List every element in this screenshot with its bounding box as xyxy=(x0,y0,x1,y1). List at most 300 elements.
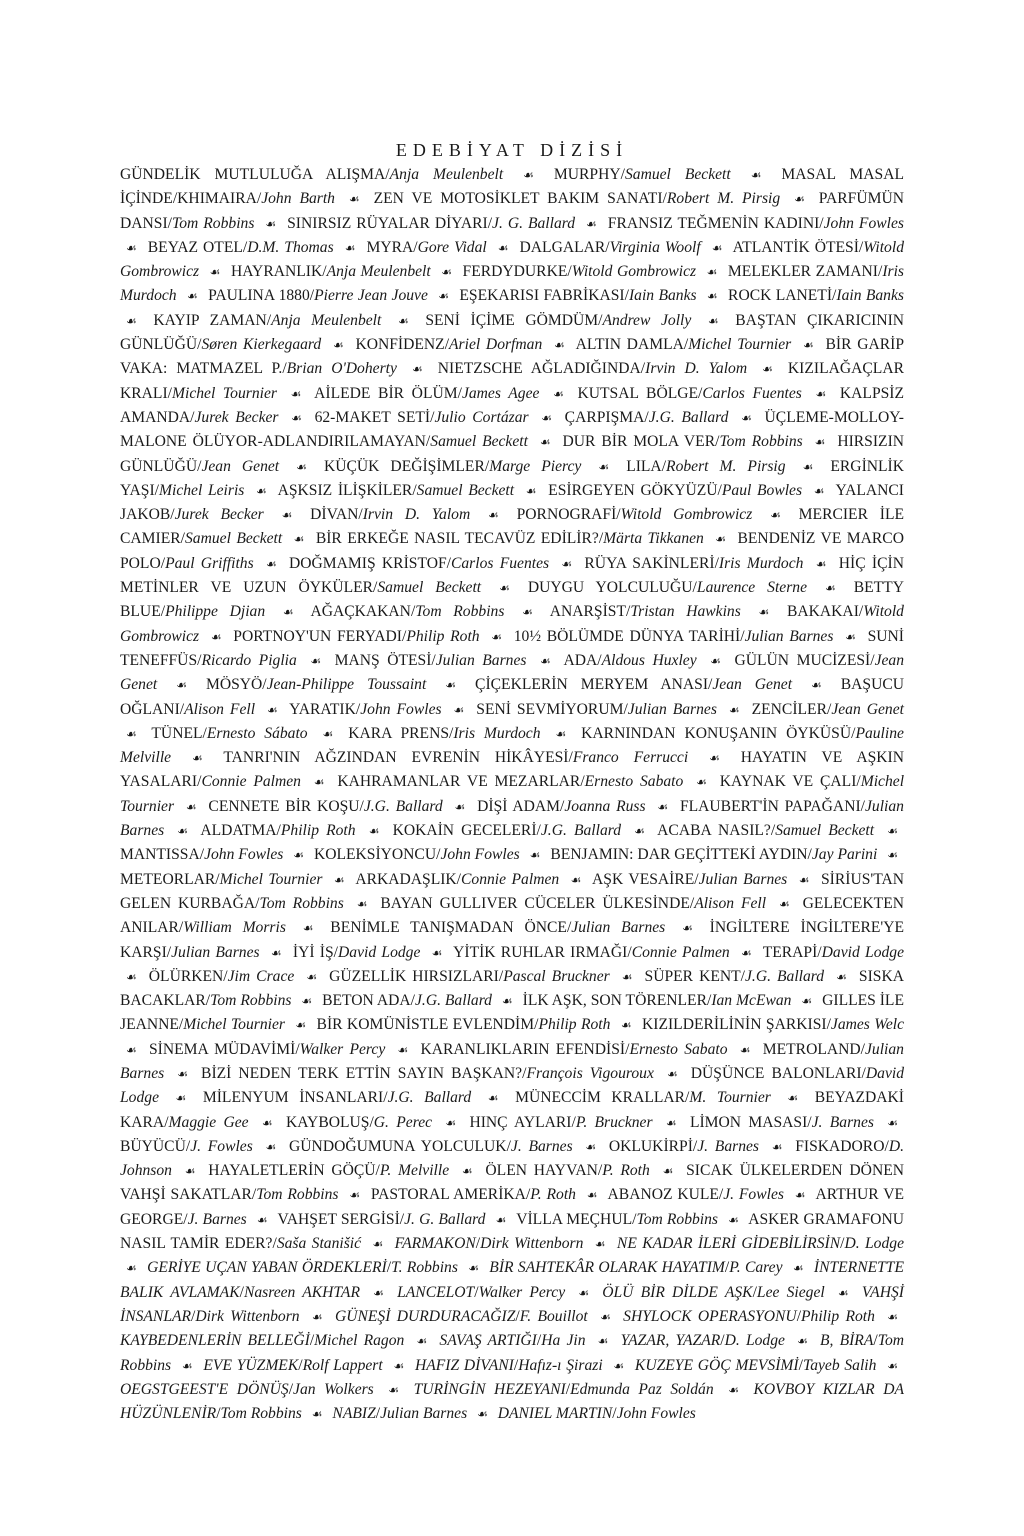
book-author: J. G. Ballard xyxy=(404,1210,486,1228)
book-entry: ÇİÇEKLERİN MERYEM ANASI/Jean Genet xyxy=(475,676,793,694)
book-title: KUTSAL BÖLGE xyxy=(577,384,699,402)
book-title: OEGSTGEEST'E DÖNÜŞ xyxy=(120,1380,289,1398)
book-title: KOLEKSİYONCU xyxy=(313,846,437,864)
book-author: Ernesto Sábato xyxy=(206,724,308,742)
book-title: KALPSİZ AMANDA xyxy=(120,384,905,426)
book-author: Dirk Wittenborn xyxy=(195,1307,300,1325)
book-title: BAŞTAN ÇIKARICININ GÜNLÜĞÜ xyxy=(120,311,905,354)
book-entry: ÜÇLEME-MOLLOY-MALONE ÖLÜYOR-ADLANDIRILAMAYAN/Samuel Beckett xyxy=(120,408,904,451)
separator-fleuron-icon: ☙ xyxy=(710,653,721,668)
separator-fleuron-icon: ☙ xyxy=(887,1358,898,1373)
book-entry: KOVBOY KIZLAR DA HÜZÜNLENİR/Tom Robbins xyxy=(120,1380,905,1423)
book-author: Philip Roth xyxy=(406,627,480,645)
separator-fleuron-icon: ☙ xyxy=(553,338,565,353)
book-title: SÜPER KENT xyxy=(644,967,741,985)
book-entry: TÜNEL/Ernesto Sábato xyxy=(151,724,308,742)
separator-fleuron-icon: ☙ xyxy=(600,1309,611,1324)
book-entry: ARTHUR VE GEORGE/J. Barnes xyxy=(120,1186,905,1228)
book-entry: BEYAZ OTEL/D.M. Thomas xyxy=(147,238,334,256)
book-entry: KIZILDERİLİNİN ŞARKISI/James Welc xyxy=(642,1016,905,1034)
book-title: KONFİDENZ xyxy=(355,336,445,354)
book-author: J.G. Ballard xyxy=(540,822,622,840)
separator-fleuron-icon: ☙ xyxy=(295,1018,307,1033)
book-author: Robert M. Pirsig xyxy=(666,457,786,475)
book-author: Tom Robbins xyxy=(120,1332,905,1374)
book-author: Michel Leiris xyxy=(159,481,245,499)
separator-fleuron-icon: ☙ xyxy=(453,702,465,717)
separator-fleuron-icon: ☙ xyxy=(792,1261,804,1276)
book-title: BAYAN GULLIVER CÜCELER ÜLKESİNDE xyxy=(380,894,690,912)
book-entry: KUTSAL BÖLGE/Carlos Fuentes xyxy=(577,384,802,402)
book-title: BEYAZ OTEL xyxy=(147,238,243,256)
book-author: Julian Barnes xyxy=(120,1040,904,1082)
separator-fleuron-icon: ☙ xyxy=(311,1407,323,1422)
book-title: AĞAÇKAKAN xyxy=(310,603,411,621)
book-title: NABIZ xyxy=(332,1405,376,1423)
book-author: Walker Percy xyxy=(299,1040,386,1058)
book-title: GERİYE UÇAN YABAN ÖRDEKLERİ xyxy=(147,1259,387,1277)
book-author: Søren Kierkegaard xyxy=(201,336,322,354)
separator-fleuron-icon: ☙ xyxy=(468,1261,479,1276)
separator-fleuron-icon: ☙ xyxy=(586,1188,598,1203)
separator-fleuron-icon: ☙ xyxy=(344,240,356,255)
separator-fleuron-icon: ☙ xyxy=(495,1212,507,1227)
book-author: Michel Tournier xyxy=(219,870,323,888)
book-title: EVE YÜZMEK xyxy=(203,1356,299,1374)
book-entry: BETON ADA/J.G. Ballard xyxy=(322,992,492,1010)
book-entry: ADA/Aldous Huxley xyxy=(563,651,697,669)
book-title: SISKA BACAKLAR xyxy=(120,967,904,1010)
book-title: ÖLÜ BİR DİLDE AŞK xyxy=(602,1283,753,1301)
book-entry: BENJAMIN: DAR GEÇİTTEKİ AYDIN/Jay Parini xyxy=(550,846,878,864)
book-author: Jurek Becker xyxy=(174,506,264,524)
book-author: Julian Barnes xyxy=(435,651,527,669)
separator-fleuron-icon: ☙ xyxy=(261,1115,273,1130)
separator-fleuron-icon: ☙ xyxy=(811,678,822,693)
book-title: AŞKSIZ İLİŞKİLER xyxy=(277,481,413,499)
book-title: KIZILAĞAÇLAR KRALI xyxy=(120,360,904,402)
book-entry: HAFIZ DİVANI/Hafız-ı Şirazi xyxy=(414,1356,603,1374)
separator-fleuron-icon: ☙ xyxy=(210,629,222,644)
book-author: J.G. Ballard xyxy=(745,967,825,985)
book-author: François Vigouroux xyxy=(526,1064,654,1082)
separator-fleuron-icon: ☙ xyxy=(438,289,450,304)
book-author: Ricardo Piglia xyxy=(201,651,297,669)
book-author: J. Fowles xyxy=(723,1186,784,1204)
separator-fleuron-icon: ☙ xyxy=(824,581,836,596)
book-entry: PASTORAL AMERİKA/P. Roth xyxy=(370,1186,576,1204)
book-author: John Barth xyxy=(261,190,335,208)
book-author: Julian Barnes xyxy=(744,627,834,645)
book-entry: GÜNEŞİ DURDURACAĞIZ/F. Bouillot xyxy=(334,1307,588,1325)
book-entry: PORTNOY'UN FERYADI/Philip Roth xyxy=(233,627,480,645)
book-title: PASTORAL AMERİKA xyxy=(370,1186,526,1204)
separator-fleuron-icon: ☙ xyxy=(770,508,781,523)
book-title: BETON ADA xyxy=(322,992,411,1010)
book-entry: RÜYA SAKİNLERİ/Iris Murdoch xyxy=(584,554,804,572)
book-entry: FISKADORO/D. Johnson xyxy=(120,1137,904,1180)
book-title: HAFIZ DİVANI xyxy=(414,1356,514,1374)
separator-fleuron-icon: ☙ xyxy=(293,532,305,547)
book-author: Samuel Beckett xyxy=(624,166,731,183)
book-title: MÜNECCİM KRALLAR xyxy=(515,1089,686,1107)
book-title: BAŞUCU OĞLANI xyxy=(120,676,905,718)
book-title: DİŞİ ADAM xyxy=(477,797,561,815)
book-author: Jean Genet xyxy=(831,700,904,718)
separator-fleuron-icon: ☙ xyxy=(177,1066,188,1081)
book-title: LILA xyxy=(626,457,662,475)
book-author: Andrew Jolly xyxy=(602,311,692,329)
separator-fleuron-icon: ☙ xyxy=(794,1188,806,1203)
book-author: Pauline Melville xyxy=(120,724,904,767)
separator-fleuron-icon: ☙ xyxy=(256,1212,268,1227)
book-author: Philippe Djian xyxy=(165,603,266,621)
book-title: KARA PRENS xyxy=(348,724,449,742)
book-title: DANIEL MARTIN xyxy=(497,1405,613,1423)
book-title: SENİ İÇİME GÖMDÜM xyxy=(425,311,599,329)
separator-fleuron-icon: ☙ xyxy=(209,265,221,280)
book-author: J.G. Ballard xyxy=(648,408,729,426)
separator-fleuron-icon: ☙ xyxy=(771,1139,783,1154)
separator-fleuron-icon: ☙ xyxy=(666,1066,678,1081)
book-author: William Morris xyxy=(183,919,286,937)
book-author: F. Bouillot xyxy=(519,1307,588,1325)
book-entry: EŞEKARISI FABRİKASI/Iain Banks xyxy=(459,287,697,305)
book-author: Michel Tournier xyxy=(183,1016,285,1034)
book-title: NE KADAR İLERİ GİDEBİLİRSİN xyxy=(616,1235,841,1253)
book-entry: YALANCI JAKOB/Jurek Becker xyxy=(120,481,904,524)
book-title: DOĞMAMIŞ KRİSTOF xyxy=(289,554,447,572)
book-entry: KARNINDAN KONUŞANIN ÖYKÜSÜ/Pauline Melville xyxy=(120,724,904,767)
separator-fleuron-icon: ☙ xyxy=(682,921,693,936)
book-author: Michel Tournier xyxy=(120,773,905,815)
book-author: Michel Tournier xyxy=(688,336,792,354)
book-author: Hafız-ı Şirazi xyxy=(518,1356,603,1374)
book-title: SENİ SEVMİYORUM xyxy=(476,700,624,718)
book-title: KAHRAMANLAR VE MEZARLAR xyxy=(337,773,581,791)
book-entry: İYİ İŞ/David Lodge xyxy=(292,943,421,961)
separator-fleuron-icon: ☙ xyxy=(762,362,773,377)
book-author: D.M. Thomas xyxy=(247,238,334,256)
book-entry: SİNEMA MÜDAVİMİ/Walker Percy xyxy=(149,1040,386,1058)
book-title: KÜÇÜK DEĞİŞİMLER xyxy=(323,457,485,475)
separator-fleuron-icon: ☙ xyxy=(728,702,740,717)
book-catalog xyxy=(120,163,904,1426)
book-author: Tom Robbins xyxy=(172,214,255,232)
book-author: John Fowles xyxy=(440,846,520,864)
book-title: VAHŞİ İNSANLAR xyxy=(120,1283,904,1325)
separator-fleuron-icon: ☙ xyxy=(388,1382,400,1397)
book-title: SINIRSIZ RÜYALAR DİYARI xyxy=(287,214,488,232)
book-title: KAYNAK VE ÇALI xyxy=(719,773,857,791)
book-author: J. G. Ballard xyxy=(492,214,576,232)
book-entry: DUR BİR MOLA VER/Tom Robbins xyxy=(562,433,803,451)
book-title: MELEKLER ZAMANI xyxy=(727,263,878,281)
book-title: ARKADAŞLIK xyxy=(355,870,457,888)
book-author: Brian O'Doherty xyxy=(286,360,397,378)
book-author: David Lodge xyxy=(120,1064,904,1107)
book-entry: HAYALETLERİN GÖÇÜ/P. Melville xyxy=(208,1162,450,1180)
book-entry: GILLES İLE JEANNE/Michel Tournier xyxy=(120,992,904,1034)
separator-fleuron-icon: ☙ xyxy=(126,1042,137,1057)
book-title: BİR ERKEĞE NASIL TECAVÜZ EDİLİR? xyxy=(315,530,599,548)
separator-fleuron-icon: ☙ xyxy=(310,653,322,668)
book-entry: DOĞMAMIŞ KRİSTOF/Carlos Fuentes xyxy=(289,554,550,572)
separator-fleuron-icon: ☙ xyxy=(540,653,551,668)
book-title: ÖLEN HAYVAN xyxy=(485,1162,598,1180)
series-title: EDEBİYAT DİZİSİ xyxy=(395,140,629,160)
separator-fleuron-icon: ☙ xyxy=(555,726,567,741)
book-title: FISKADORO xyxy=(795,1137,885,1155)
book-author: Franco Ferrucci xyxy=(572,749,689,767)
book-author: Dirk Wittenborn xyxy=(480,1235,584,1253)
book-entry: SHYLOCK OPERASYONU/Philip Roth xyxy=(623,1307,875,1325)
book-entry: KONFİDENZ/Ariel Dorfman xyxy=(355,336,543,354)
separator-fleuron-icon: ☙ xyxy=(813,483,825,498)
book-entry: İNTERNETTE BALIK AVLAMAK/Nasreen AKHTAR xyxy=(120,1259,905,1301)
book-title: BİR GARİP VAKA: MATMAZEL P. xyxy=(120,336,904,378)
separator-fleuron-icon: ☙ xyxy=(887,848,898,863)
book-entry: METEORLAR/Michel Tournier xyxy=(120,870,323,888)
separator-fleuron-icon: ☙ xyxy=(815,556,827,571)
separator-fleuron-icon: ☙ xyxy=(836,969,847,984)
book-entry: BAŞTAN ÇIKARICININ GÜNLÜĞÜ/Søren Kierkegaard xyxy=(120,311,905,354)
book-entry: YAZAR, YAZAR/D. Lodge xyxy=(620,1332,785,1350)
separator-fleuron-icon: ☙ xyxy=(302,921,314,936)
book-entry: YİTİK RUHLAR IRMAĞI/Connie Palmen xyxy=(453,943,730,961)
book-title: HİÇ İÇİN METİNLER VE UZUN ÖYKÜLER xyxy=(120,554,904,597)
book-title: DALGALAR xyxy=(519,238,606,256)
book-entry: GÜNDELİK MUTLULUĞA ALIŞMA/Anja Meulenbelt xyxy=(120,166,504,183)
book-author: John Fowles xyxy=(823,214,904,232)
book-title: ANARŞİST xyxy=(549,603,626,621)
book-entry: ABANOZ KULE/J. Fowles xyxy=(607,1186,784,1204)
separator-fleuron-icon: ☙ xyxy=(621,969,633,984)
separator-fleuron-icon: ☙ xyxy=(431,945,443,960)
separator-fleuron-icon: ☙ xyxy=(192,751,203,766)
separator-fleuron-icon: ☙ xyxy=(322,726,334,741)
book-title: FRANSIZ TEĞMENİN KADINI xyxy=(607,214,820,232)
book-title: PORNOGRAFİ xyxy=(516,506,617,524)
separator-fleuron-icon: ☙ xyxy=(845,629,856,644)
book-entry: ATLANTİK ÖTESİ/Witold Gombrowicz xyxy=(120,238,904,281)
book-title: FARMAKON xyxy=(394,1235,476,1253)
book-author: David Lodge xyxy=(338,943,421,961)
book-author: Paul Bowles xyxy=(721,481,803,499)
book-entry: BİR KOMÜNİSTLE EVLENDİM/Philip Roth xyxy=(316,1016,611,1034)
book-entry: BENDENİZ VE MARCO POLO/Paul Griffiths xyxy=(120,530,904,572)
separator-fleuron-icon: ☙ xyxy=(598,459,610,474)
book-author: Julian Barnes xyxy=(571,919,666,937)
book-title: BEYAZDAKİ KARA xyxy=(120,1089,904,1131)
separator-fleuron-icon: ☙ xyxy=(814,435,826,450)
book-entry: FARMAKON/Dirk Wittenborn xyxy=(394,1235,584,1253)
book-entry: FERDYDURKE/Witold Gombrowicz xyxy=(462,263,697,281)
separator-fleuron-icon: ☙ xyxy=(802,459,814,474)
separator-fleuron-icon: ☙ xyxy=(356,896,368,911)
book-title: KOVBOY KIZLAR DA HÜZÜNLENİR xyxy=(120,1380,905,1423)
separator-fleuron-icon: ☙ xyxy=(696,775,707,790)
book-author: P. Melville xyxy=(379,1162,450,1180)
book-title: AİLEDE BİR ÖLÜM xyxy=(314,384,458,402)
book-entry: SINIRSIZ RÜYALAR DİYARI/J. G. Ballard xyxy=(287,214,576,232)
separator-fleuron-icon: ☙ xyxy=(541,410,553,425)
book-author: Tom Robbins xyxy=(256,1186,339,1204)
separator-fleuron-icon: ☙ xyxy=(787,1091,799,1106)
book-entry: BİZİ NEDEN TERK ETTİN SAYIN BAŞKAN?/François Vigouroux xyxy=(201,1064,654,1082)
book-author: D. Lodge xyxy=(844,1235,904,1253)
book-title: OKLUKİRPİ xyxy=(608,1137,693,1155)
book-title: HINÇ AYLARI xyxy=(469,1113,572,1131)
separator-fleuron-icon: ☙ xyxy=(553,386,564,401)
separator-fleuron-icon: ☙ xyxy=(487,1091,499,1106)
book-author: Connie Palmen xyxy=(461,870,560,888)
book-title: HIRSIZIN GÜNLÜĞÜ xyxy=(120,433,905,475)
book-author: J. Barnes xyxy=(697,1137,759,1155)
book-title: BETTY BLUE xyxy=(120,579,904,621)
separator-fleuron-icon: ☙ xyxy=(488,508,499,523)
book-author: Carlos Fuentes xyxy=(702,384,802,402)
book-entry: TANRI'NIN AĞZINDAN EVRENİN HİKÂYESİ/Franco Ferrucci xyxy=(223,749,689,767)
book-entry: MANTISSA/John Fowles xyxy=(120,846,284,864)
separator-fleuron-icon: ☙ xyxy=(794,192,805,207)
book-author: Irvin D. Yalom xyxy=(645,360,748,378)
book-title: KAYIP ZAMAN xyxy=(153,311,267,329)
book-title: İNGİLTERE İNGİLTERE'YE KARŞI xyxy=(120,919,905,961)
book-entry: SISKA BACAKLAR/Tom Robbins xyxy=(120,967,904,1010)
book-entry: SUNİ TENEFFÜS/Ricardo Piglia xyxy=(120,627,904,669)
book-title: ZEN VE MOTOSİKLET BAKIM SANATI xyxy=(373,190,663,208)
separator-fleuron-icon: ☙ xyxy=(634,824,645,839)
book-title: SHYLOCK OPERASYONU xyxy=(623,1307,797,1325)
book-title: HAYATIN VE AŞKIN YASALARI xyxy=(120,749,904,791)
book-entry: FLAUBERT'İN PAPAĞANI/Julian Barnes xyxy=(120,797,904,840)
book-entry: ESİRGEYEN GÖKYÜZÜ/Paul Bowles xyxy=(548,481,803,499)
book-author: Iris Murdoch xyxy=(120,263,904,305)
book-title: FLAUBERT'İN PAPAĞANI xyxy=(679,797,861,815)
book-title: DÜŞÜNCE BALONLARI xyxy=(690,1064,862,1082)
book-title: SICAK ÜLKELERDEN DÖNEN VAHŞİ SAKATLAR xyxy=(120,1162,904,1204)
book-title: KARNINDAN KONUŞANIN ÖYKÜSÜ xyxy=(581,724,852,742)
book-entry: İLK AŞK, SON TÖRENLER/Ian McEwan xyxy=(522,992,792,1010)
book-author: Julian Barnes xyxy=(380,1405,468,1423)
separator-fleuron-icon: ☙ xyxy=(306,969,318,984)
book-author: Pascal Bruckner xyxy=(503,967,610,985)
book-author: Anja Meulenbelt xyxy=(271,311,382,329)
separator-fleuron-icon: ☙ xyxy=(497,240,509,255)
book-author: Ian McEwan xyxy=(711,992,792,1010)
book-title: ESİRGEYEN GÖKYÜZÜ xyxy=(548,481,718,499)
book-entry: KÜÇÜK DEĞİŞİMLER/Marge Piercy xyxy=(323,457,582,475)
book-entry: MASAL MASAL İÇİNDE/KHIMAIRA/John Barth xyxy=(120,166,904,208)
book-author: D. Johnson xyxy=(120,1137,904,1180)
book-author: Lee Siegel xyxy=(756,1283,825,1301)
book-entry: BEYAZDAKİ KARA/Maggie Gee xyxy=(120,1089,904,1131)
book-entry: ANARŞİST/Tristan Hawkins xyxy=(549,603,741,621)
book-author: Joanna Russ xyxy=(564,797,646,815)
book-title: GILLES İLE JEANNE xyxy=(120,992,904,1034)
book-author: Virginia Woolf xyxy=(609,238,701,256)
book-title: BENJAMIN: DAR GEÇİTTEKİ AYDIN xyxy=(550,846,808,864)
book-entry: VİLLA MEÇHUL/Tom Robbins xyxy=(516,1210,719,1228)
separator-fleuron-icon: ☙ xyxy=(887,824,898,839)
separator-fleuron-icon: ☙ xyxy=(368,824,380,839)
book-author: Alison Fell xyxy=(694,894,767,912)
separator-fleuron-icon: ☙ xyxy=(265,216,277,231)
book-author: Tom Robbins xyxy=(210,992,292,1010)
book-entry: NABIZ/Julian Barnes xyxy=(332,1405,468,1423)
separator-fleuron-icon: ☙ xyxy=(333,872,345,887)
book-entry: AŞK VESAİRE/Julian Barnes xyxy=(592,870,788,888)
separator-fleuron-icon: ☙ xyxy=(186,289,198,304)
book-author: Connie Palmen xyxy=(201,773,301,791)
book-title: HAYRANLIK xyxy=(230,263,323,281)
book-entry: MELEKLER ZAMANI/Iris Murdoch xyxy=(120,263,904,305)
book-author: Julian Barnes xyxy=(120,797,904,840)
separator-fleuron-icon: ☙ xyxy=(454,799,466,814)
book-author: Julio Cortázar xyxy=(434,408,529,426)
separator-fleuron-icon: ☙ xyxy=(728,1382,739,1397)
separator-fleuron-icon: ☙ xyxy=(585,1139,597,1154)
book-author: Julian Barnes xyxy=(698,870,788,888)
book-author: Jim Crace xyxy=(227,967,295,985)
book-entry: FRANSIZ TEĞMENİN KADINI/John Fowles xyxy=(607,214,904,232)
separator-fleuron-icon: ☙ xyxy=(815,386,827,401)
book-title: SAVAŞ ARTIĞI xyxy=(439,1332,537,1350)
book-title: MANŞ ÖTESİ xyxy=(334,651,432,669)
book-entry: LILA/Robert M. Pirsig xyxy=(626,457,786,475)
separator-fleuron-icon: ☙ xyxy=(529,848,541,863)
book-title: ASKER GRAMAFONU NASIL TAMİR EDER? xyxy=(120,1210,904,1253)
book-title: GÜNEŞİ DURDURACAĞIZ xyxy=(334,1307,516,1325)
separator-fleuron-icon: ☙ xyxy=(539,435,551,450)
book-entry: HİÇ İÇİN METİNLER VE UZUN ÖYKÜLER/Samuel Beckett xyxy=(120,554,904,597)
book-title: MYRA xyxy=(366,238,414,256)
book-author: Anja Meulenbelt xyxy=(326,263,431,281)
book-title: ALTIN DAMLA xyxy=(575,336,684,354)
separator-fleuron-icon: ☙ xyxy=(706,265,718,280)
book-title: GÜNDELİK MUTLULUĞA ALIŞMA xyxy=(120,166,386,183)
book-title: BAKAKAI xyxy=(786,603,859,621)
separator-fleuron-icon: ☙ xyxy=(349,1188,361,1203)
separator-fleuron-icon: ☙ xyxy=(522,605,533,620)
book-entry: VAHŞİ İNSANLAR/Dirk Wittenborn xyxy=(120,1283,904,1325)
book-entry: HIRSIZIN GÜNLÜĞÜ/Jean Genet xyxy=(120,433,905,475)
book-entry: TURİNGİN HEZEYANI/Edmunda Paz Soldán xyxy=(413,1380,714,1398)
book-author: Irvin D. Yalom xyxy=(362,506,471,524)
separator-fleuron-icon: ☙ xyxy=(126,240,137,255)
separator-fleuron-icon: ☙ xyxy=(523,168,534,182)
separator-fleuron-icon: ☙ xyxy=(837,1285,849,1300)
book-title: MERCIER İLE CAMIER xyxy=(120,506,905,548)
book-entry: BİR ERKEĞE NASIL TECAVÜZ EDİLİR?/Märta Tikkanen xyxy=(315,530,704,548)
separator-fleuron-icon: ☙ xyxy=(265,1139,277,1154)
book-title: KAYBEDENLERİN BELLEĞİ xyxy=(120,1332,310,1350)
book-entry: ÇARPIŞMA/J.G. Ballard xyxy=(564,408,729,426)
book-title: DİVAN xyxy=(310,506,359,524)
book-entry: KAYNAK VE ÇALI/Michel Tournier xyxy=(120,773,905,815)
book-title: TURİNGİN HEZEYANI xyxy=(413,1380,566,1398)
book-entry: DANIEL MARTIN/John Fowles xyxy=(497,1405,696,1423)
book-title: BİZİ NEDEN TERK ETTİN SAYIN BAŞKAN? xyxy=(201,1064,523,1082)
book-author: John Fowles xyxy=(360,700,442,718)
book-title: RÜYA SAKİNLERİ xyxy=(584,554,715,572)
separator-fleuron-icon: ☙ xyxy=(290,386,302,401)
book-author: Samuel Beckett xyxy=(430,433,528,451)
book-author: Witold Gombrowicz xyxy=(571,263,697,281)
book-title: KIZILDERİLİNİN ŞARKISI xyxy=(642,1016,827,1034)
book-title: ARTHUR VE GEORGE xyxy=(120,1186,905,1228)
